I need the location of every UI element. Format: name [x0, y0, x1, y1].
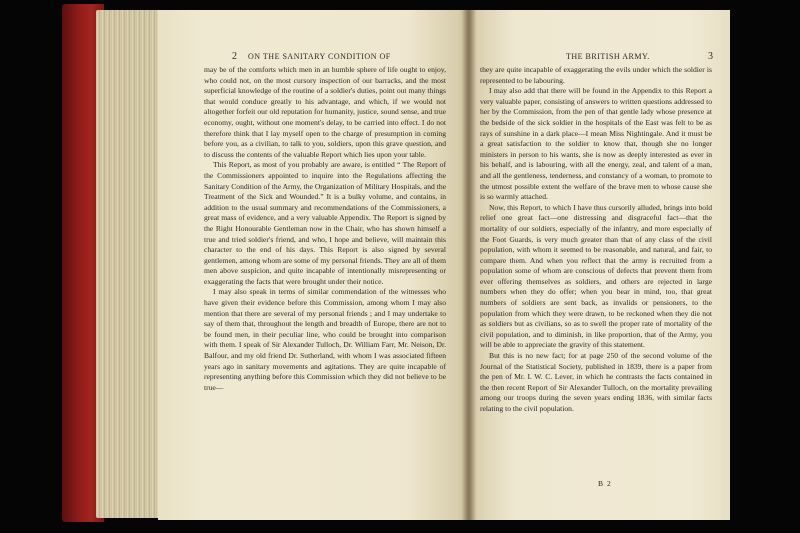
paragraph: This Report, as most of you probably are aware, is entitled “ The Report of the Commissioners appointed to inquire into the Regulations affecting the Sanitary Condition of the Army, the Organization of Military Hospitals, and the Treatment of the Sick and Wounded.” It is a bulky volume, and contains, in addition to the usual summary and recommendations of the Commissioners, a great mass of evidence, and a very valuable Appendix. The Report is signed by the Right Honourable Gentleman now in the Chair, who has shown himself a true and tried soldier's friend, and who, I hope and believe, will maintain this character to the end of his days. This Report is also signed by several gentlemen, among whom are some of my personal friends. They are all of them men above suspicion, and quite incapable of intentionally misrepresenting or exaggerating the facts that were brought under their notice. [204, 160, 446, 286]
right-page [468, 10, 730, 520]
paragraph: But this is no new fact; for at page 250 of the second volume of the Journal of the Statistical Society, published in 1839, there is a paper from the pen of Mr. I. W. C. Lever, in which he contrasts the facts contained in the then recent Report of Sir Alexander Tulloch, on the mortality prevailing among our troops during the seven years ending 1836, with similar facts relating to the civil population. [480, 351, 712, 413]
right-page-body [480, 65, 712, 415]
open-book [62, 4, 728, 522]
left-page [158, 10, 468, 520]
paragraph: they are quite incapable of exaggerating the evils under which the soldier is represented to be labouring. [480, 65, 712, 85]
paragraph: I may also speak in terms of similar commendation of the witnesses who have given their evidence before this Commission, among whom I may also mention that there are several of my personal friends ; and I may undertake to say of them that, throughout the length and breadth of Europe, there are not to be found men, in their peculiar line, who could be brought into comparison with them. I speak of Sir Alexander Tulloch, Dr. William Farr, Mr. Neison, Dr. Balfour, and my old friend Dr. Sutherland, with whom I was associated fifteen years ago in sanitary movements and agitations. They are quite incapable of representing anything before this Commission which they did not believe to be true— [204, 287, 446, 392]
paragraph: I may also add that there will be found in the Appendix to this Report a very valuable paper, consisting of answers to written questions addressed to her by the Commission, from the pen of that gentle lady whose presence at the bedside of the sick soldier in the hospitals of the East was felt to be as rays of sunshine in a dark place—I mean Miss Nightingale. And it must be a great satisfaction to the soldier to know that, though she no longer ministers in person to his wants, she is now as deeply interested as ever in his behalf, and is labouring, with all the energy, zeal, and talent of a man, and all the gentleness, tenderness, and constancy of a woman, to promote to the utmost possible extent the welfare of the brave men to whose cause she is so warmly attached. [480, 86, 712, 202]
page-edges [96, 10, 166, 518]
book-gutter [462, 10, 476, 520]
running-head-right: THE BRITISH ARMY. [566, 52, 650, 61]
paragraph: may be of the comforts which men in an humble sphere of life ought to enjoy, who could not, on the most cursory inspection of our barracks, and the most superficial knowledge of the routine of a soldier's duties, point out many things that would conduce greatly to his advantage, and which, if we would not altogether forfeit our old reputation for humanity, justice, sound sense, and true economy, ought, without one moment's delay, to be carried into effect. I do not therefore think that I lay myself open to the charge of presumption in coming before you, as a civilian, to talk to you, soldiers, upon this grave question, and to discuss the contents of the valuable Report which lies upon your table. [204, 65, 446, 159]
page-number-left: 2 [232, 51, 237, 62]
page-number-right: 3 [708, 51, 713, 62]
running-head-left: ON THE SANITARY CONDITION OF [248, 52, 391, 61]
paragraph: Now, this Report, to which I have thus cursorily alluded, brings into bold relief one great fact—one distressing and disgraceful fact—that the mortality of our soldiers, especially of the infantry, and more especially of the Foot Guards, is very much greater than that of any class of the civil population, with whom it seemed to be reasonable, and natural, and fair, to compare them. And when you reflect that the army is recruited from a population some of whom are conscious of defects that prevent them from ever offering themselves as soldiers, and others are rejected in large numbers when they do offer; when you bear in mind, too, that great numbers of soldiers are sent back, as invalids or pensioners, to the population from which they were drawn, to be reckoned when they die not as soldiers but as civilians, so as to swell the proper rate of mortality of the civil population, and to diminish, in like proportion, that of the Army, you will be able to appreciate the gravity of this statement. [480, 202, 712, 350]
signature-mark: B 2 [598, 479, 612, 488]
left-page-body [204, 65, 446, 393]
